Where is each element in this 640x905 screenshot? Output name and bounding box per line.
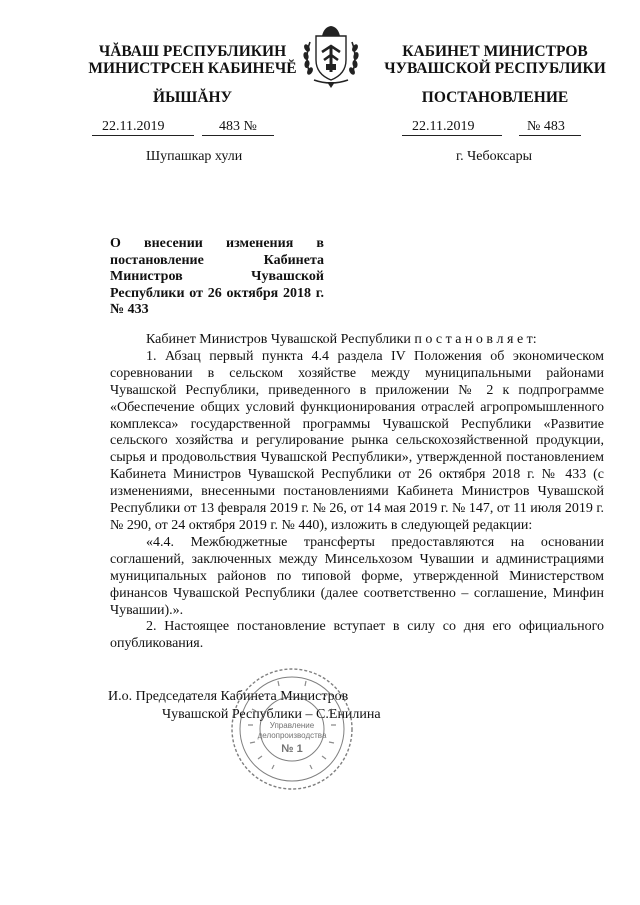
body-paragraph-2: 2. Настоящее постановление вступает в силу со дня его официального опубликования. [110,619,604,652]
header-left-org [85,43,300,77]
coat-of-arms-emblem-icon [300,22,362,90]
document-subject: О внесении изменения в постановление Кабинета Министров Чувашской Республики от 26 октября 2018 г. № 433 [110,236,324,317]
header-left-doc-type: ЙЫШĂНУ [153,89,232,106]
header-right-doc-type: ПОСТАНОВЛЕНИЕ [421,89,569,106]
body-quote: «4.4. Межбюджетные трансферты предоставляются на основании соглашений, заключенных между Минсельхозом Чувашии и администрациями муниципальных районов по типовой форме, утвержденной Министерством финансов Чувашской Республики (далее соответственно – соглашение, Минфин Чувашии).». [110,534,604,618]
left-date-underline [92,135,194,136]
document-body [110,332,604,653]
left-number-underline [202,135,274,136]
header-right-place: г. Чебоксары [456,149,533,164]
header-left-date: 22.11.2019 [102,119,165,134]
header-right-number: № 483 [527,119,565,134]
signature-line-1: И.о. Председателя Кабинета Министров [108,689,349,704]
stamp-text-line-2: делопроизводства [257,731,327,740]
header-left-place: Шупашкар хули [146,149,243,164]
signature-line-2: Чувашской Республики – С.Енилина [162,707,381,722]
header-left-line1: ЧĂВАШ РЕСПУБЛИКИН [98,43,287,60]
body-preamble: Кабинет Министров Чувашской Республики п о с т а н о в л я е т: [146,332,537,347]
header-right-line1: КАБИНЕТ МИНИСТРОВ [402,43,588,60]
header-left-number: 483 № [219,119,257,134]
stamp-number: № 1 [281,743,303,755]
right-number-underline [519,135,581,136]
stamp-text-line-1: Управление [269,721,315,730]
right-date-underline [402,135,502,136]
header-right-date: 22.11.2019 [412,119,475,134]
header-right-org [380,43,610,77]
header-left-line2: МИНИСТРСЕН КАБИНЕЧĔ [88,60,297,77]
body-paragraph-1: 1. Абзац первый пункта 4.4 раздела IV Положения об экономическом соревновании в сельском хозяйстве между муниципальными районами Чувашской Республики, приведенного в приложении № 2 к подпрограмме «Обеспечение общих условий функционирования отраслей агропромышленного комплекса» государственной программы Чувашской Республики «Развитие сельского хозяйства и регулирование рынка сельскохозяйственной продукции, сырья и продовольствия Чувашской Республики», утвержденной постановлением Кабинета Министров Чувашской Республики от 26 октября 2018 г. № 433 (с изменениями, внесенными постановлениями Кабинета Министров Чувашской Республики от 13 февраля 2019 г. № 26, от 14 мая 2019 г. № 147, от 11 июля 2019 г. № 290, от 24 октября 2019 г. № 440), изложить в следующей редакции: [110,348,604,533]
header-right-line2: ЧУВАШСКОЙ РЕСПУБЛИКИ [384,60,606,77]
round-seal-stamp [228,665,356,793]
